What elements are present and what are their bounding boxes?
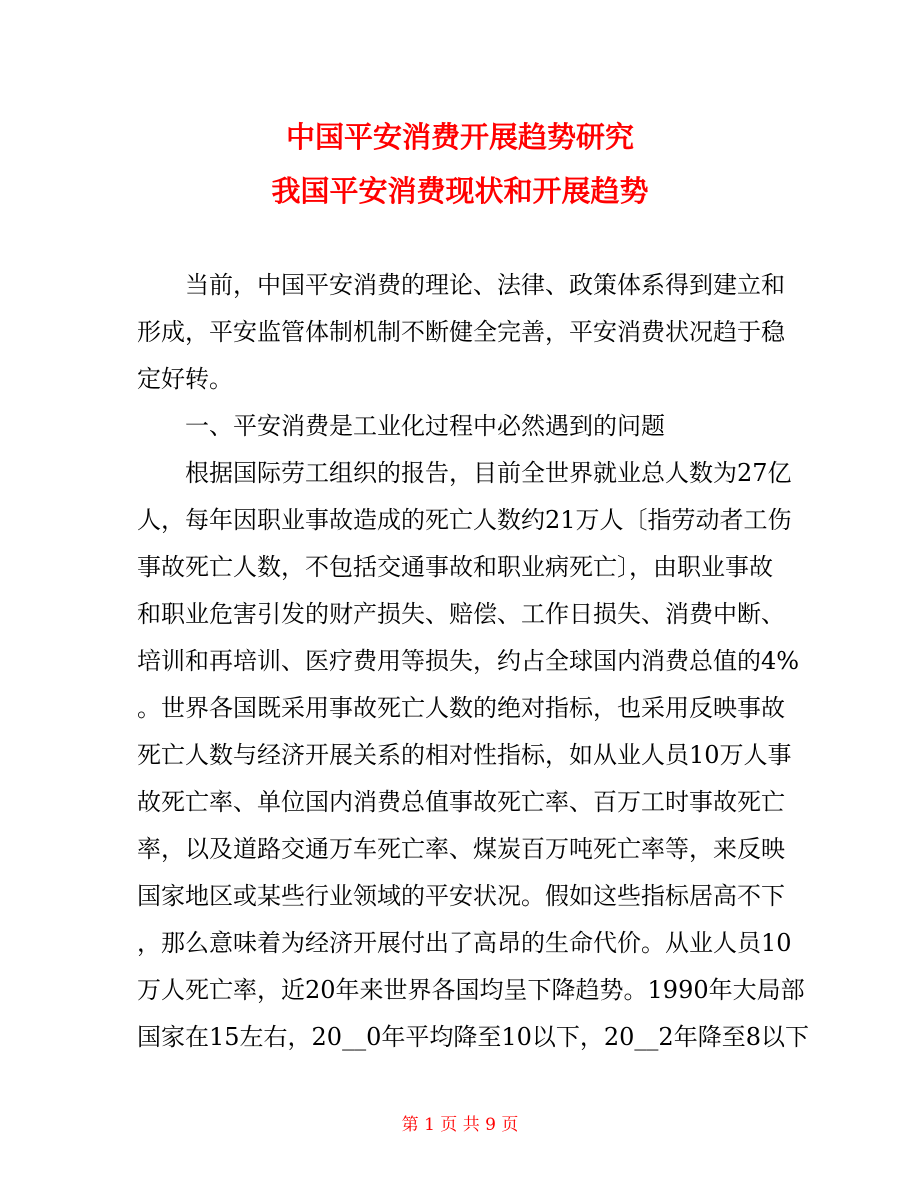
paragraph-line: 事故死亡人数，不包括交通事故和职业病死亡〕，由职业事故 [137, 553, 773, 581]
section-heading-text: 一、平安消费是工业化过程中必然遇到的问题 [185, 412, 665, 440]
paragraph-line: 故死亡率、单位国内消费总值事故死亡率、百万工时事故死亡 [137, 788, 785, 816]
paragraph-line: 率，以及道路交通万车死亡率、煤炭百万吨死亡率等，来反映 [137, 835, 785, 863]
paragraph-line: 形成，平安监管体制机制不断健全完善，平安消费状况趋于稳 [137, 318, 785, 346]
page-number-label: 第 1 页 共 9 页 [401, 1115, 519, 1135]
paragraph-line: 和职业危害引发的财产损失、赔偿、工作日损失、消费中断、 [137, 600, 785, 628]
paragraph-line: 国家在15左右，20__0年平均降至10以下，20__2年降至8以下 [137, 1023, 809, 1051]
paragraph-line: 万人死亡率，近20年来世界各国均呈下降趋势。1990年大局部 [137, 976, 805, 1004]
paragraph-line: 人，每年因职业事故造成的死亡人数约21万人〔指劳动者工伤 [137, 506, 792, 534]
document-title: 中国平安消费开展趋势研究 [285, 120, 634, 154]
paragraph-body [137, 450, 809, 1061]
paragraph-line: 定好转。 [137, 365, 233, 393]
document-subtitle: 我国平安消费现状和开展趋势 [271, 174, 649, 208]
paragraph-line: 。世界各国既采用事故死亡人数的绝对指标，也采用反映事故 [137, 694, 785, 722]
section-heading [137, 403, 785, 450]
paragraph-line: 当前，中国平安消费的理论、法律、政策体系得到建立和 [185, 271, 785, 299]
paragraph-intro [137, 262, 785, 403]
paragraph-line: 死亡人数与经济开展关系的相对性指标，如从业人员10万人事 [137, 741, 792, 769]
page-footer [0, 1113, 920, 1137]
paragraph-line: 国家地区或某些行业领域的平安状况。假如这些指标居高不下 [137, 882, 785, 910]
paragraph-line: 根据国际劳工组织的报告，目前全世界就业总人数为27亿 [185, 459, 792, 487]
paragraph-line: 培训和再培训、医疗费用等损失，约占全球国内消费总值的4% [137, 647, 800, 675]
paragraph-line: ，那么意味着为经济开展付出了高昂的生命代价。从业人员10 [137, 929, 792, 957]
